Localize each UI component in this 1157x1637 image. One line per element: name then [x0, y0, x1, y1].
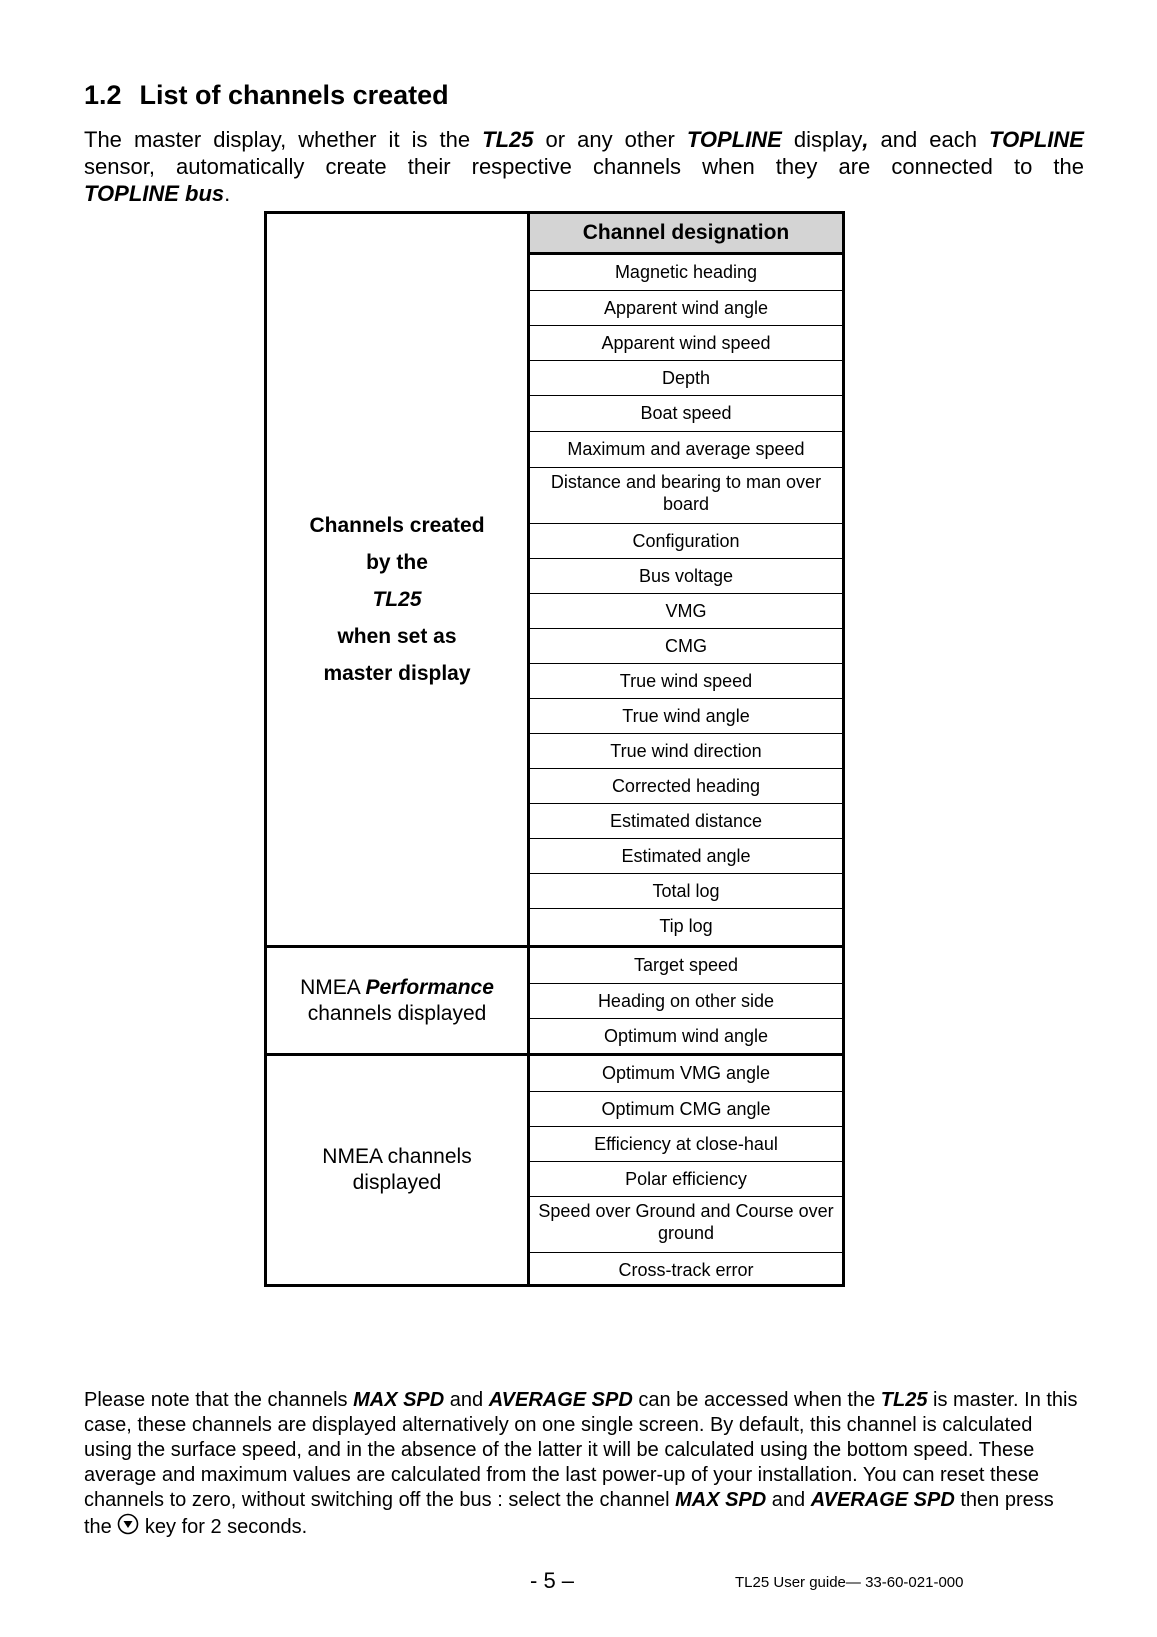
group1-line2: by the — [366, 551, 428, 574]
channel-row: Speed over Ground and Course over ground — [530, 1196, 842, 1252]
channel-row: Estimated distance — [530, 803, 842, 838]
channel-row: Efficiency at close-haul — [530, 1126, 842, 1161]
channel-row: Maximum and average speed — [530, 431, 842, 467]
channel-row: Magnetic heading — [614, 262, 758, 282]
group1-line5: master display — [323, 662, 471, 685]
channel-row: Estimated angle — [530, 838, 842, 873]
group1-line3: TL25 — [372, 588, 422, 611]
group-label-nmea: NMEA channels displayed — [322, 1145, 472, 1194]
down-arrow-key-icon — [117, 1513, 139, 1542]
channel-row: Distance and bearing to man over board — [530, 467, 842, 523]
section-title: List of channels created — [139, 80, 449, 110]
channel-row: Optimum wind angle — [530, 1018, 842, 1053]
note-paragraph: Please note that the channels MAX SPD and AVERAGE SPD can be accessed when the TL25 is master. In this case, these channels are displayed alternatively on one single screen. By default, this channel is calculated using the surface speed, and in the absence of the latter it will be calculated using the bottom speed. These average and maximum values are calculated from the last power-up of your installation. You can reset these channels to zero, without switching off the bus : select the channel MAX SPD and AVERAGE SPD then press the key for 2 seconds. — [84, 1388, 1084, 1542]
intro-paragraph — [84, 126, 1084, 207]
channel-row: Tip log — [530, 908, 842, 944]
group1-line4: when set as — [337, 625, 457, 648]
channel-row: Polar efficiency — [530, 1161, 842, 1196]
channel-rows — [530, 255, 842, 1284]
channel-row: Corrected heading — [530, 768, 842, 803]
group1-line1: Channels created — [309, 514, 485, 537]
channel-row: Optimum VMG angle — [601, 1063, 771, 1083]
channel-row: Bus voltage — [530, 558, 842, 593]
intro-line-2: sensor, automatically create their respective channels when they are connected to the — [84, 154, 1084, 179]
channel-row: Cross-track error — [530, 1252, 842, 1287]
channel-row: True wind angle — [530, 698, 842, 733]
channel-row: Boat speed — [530, 395, 842, 431]
channels-table — [264, 211, 845, 1287]
channel-row: Apparent wind angle — [530, 290, 842, 325]
channel-row: CMG — [530, 628, 842, 663]
channel-row: Total log — [530, 873, 842, 908]
channel-row: True wind speed — [530, 663, 842, 698]
channel-row: True wind direction — [530, 733, 842, 768]
section-number: 1.2 — [84, 80, 122, 110]
document-reference: TL25 User guide— 33-60-021-000 — [735, 1574, 964, 1591]
page-number: - 5 – — [530, 1568, 575, 1593]
group-label-master-channels — [267, 214, 527, 945]
section-heading — [84, 80, 449, 111]
table-header: Channel designation — [530, 214, 842, 255]
channel-row: Heading on other side — [530, 983, 842, 1018]
channel-row: Depth — [530, 360, 842, 395]
channel-row: Configuration — [530, 523, 842, 558]
channel-row: Optimum CMG angle — [530, 1091, 842, 1126]
channel-row: Apparent wind speed — [530, 325, 842, 360]
channel-row: Target speed — [633, 955, 739, 975]
group-label-performance: NMEA Performance channels displayed — [300, 975, 494, 1025]
intro-line-1: The master display, whether it is the TL25 or any other TOPLINE display, and each TOPLINE — [84, 127, 1084, 152]
channel-row: VMG — [530, 593, 842, 628]
intro-line-3: TOPLINE bus. — [84, 181, 231, 206]
